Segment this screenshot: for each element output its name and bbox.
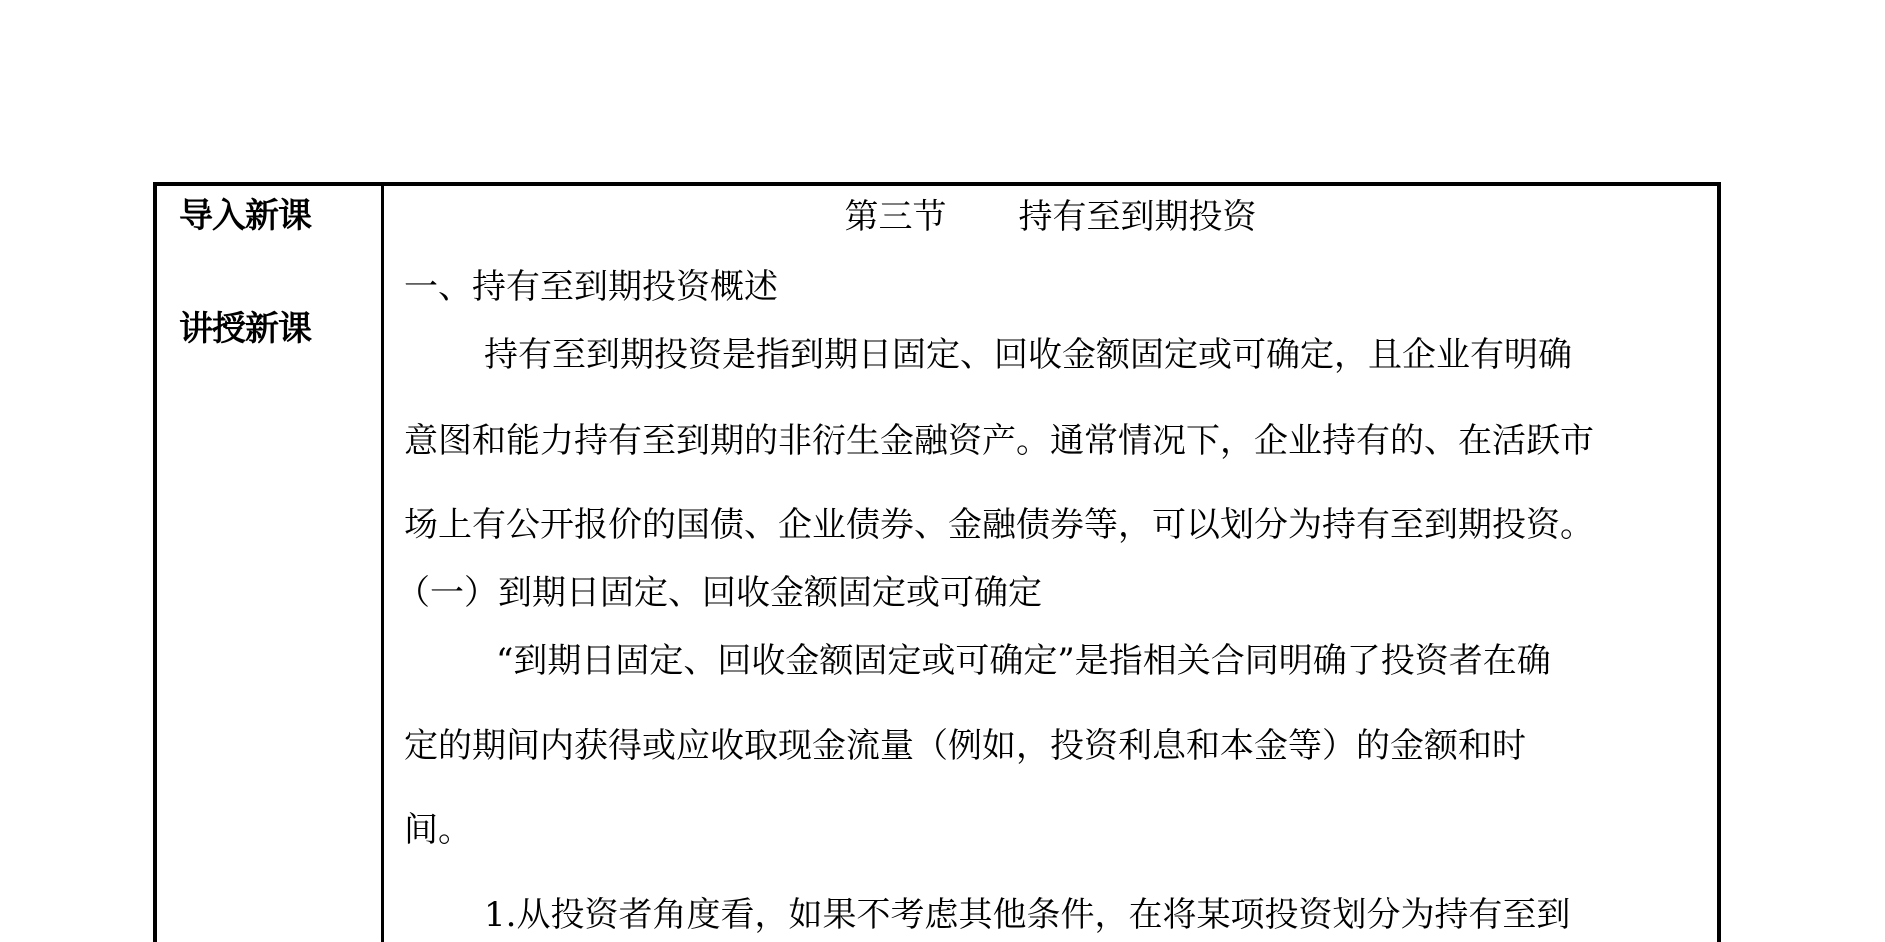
section-number: 第三节 bbox=[844, 197, 947, 237]
paragraph-2-line-2: 定的期间内获得或应收取现金流量（例如，投资利息和本金等）的金额和时 bbox=[404, 726, 1526, 766]
stage-label-intro: 导入新课 bbox=[179, 196, 311, 236]
stage-label-teaching: 讲授新课 bbox=[179, 309, 311, 349]
paragraph-2-line-1: “到期日固定、回收金额固定或可确定”是指相关合同明确了投资者在确 bbox=[496, 641, 1551, 681]
paragraph-1-line-2: 意图和能力持有至到期的非衍生金融资产。通常情况下，企业持有的、在活跃市 bbox=[404, 421, 1594, 461]
section-name: 持有至到期投资 bbox=[1018, 197, 1257, 237]
paragraph-1-line-1: 持有至到期投资是指到期日固定、回收金额固定或可确定，且企业有明确 bbox=[484, 335, 1572, 375]
lesson-plan-table bbox=[153, 182, 1721, 942]
section-title bbox=[384, 197, 1717, 237]
paragraph-3-line-1: 1.从投资者角度看，如果不考虑其他条件，在将某项投资划分为持有至到 bbox=[484, 895, 1571, 935]
paragraph-2-line-3: 间。 bbox=[404, 810, 472, 850]
subheading-1: （一）到期日固定、回收金额固定或可确定 bbox=[396, 573, 1042, 613]
content-column bbox=[384, 186, 1717, 942]
stage-column bbox=[157, 186, 384, 942]
paragraph-1-line-3: 场上有公开报价的国债、企业债券、金融债券等，可以划分为持有至到期投资。 bbox=[404, 505, 1594, 545]
heading-overview: 一、持有至到期投资概述 bbox=[404, 267, 778, 307]
